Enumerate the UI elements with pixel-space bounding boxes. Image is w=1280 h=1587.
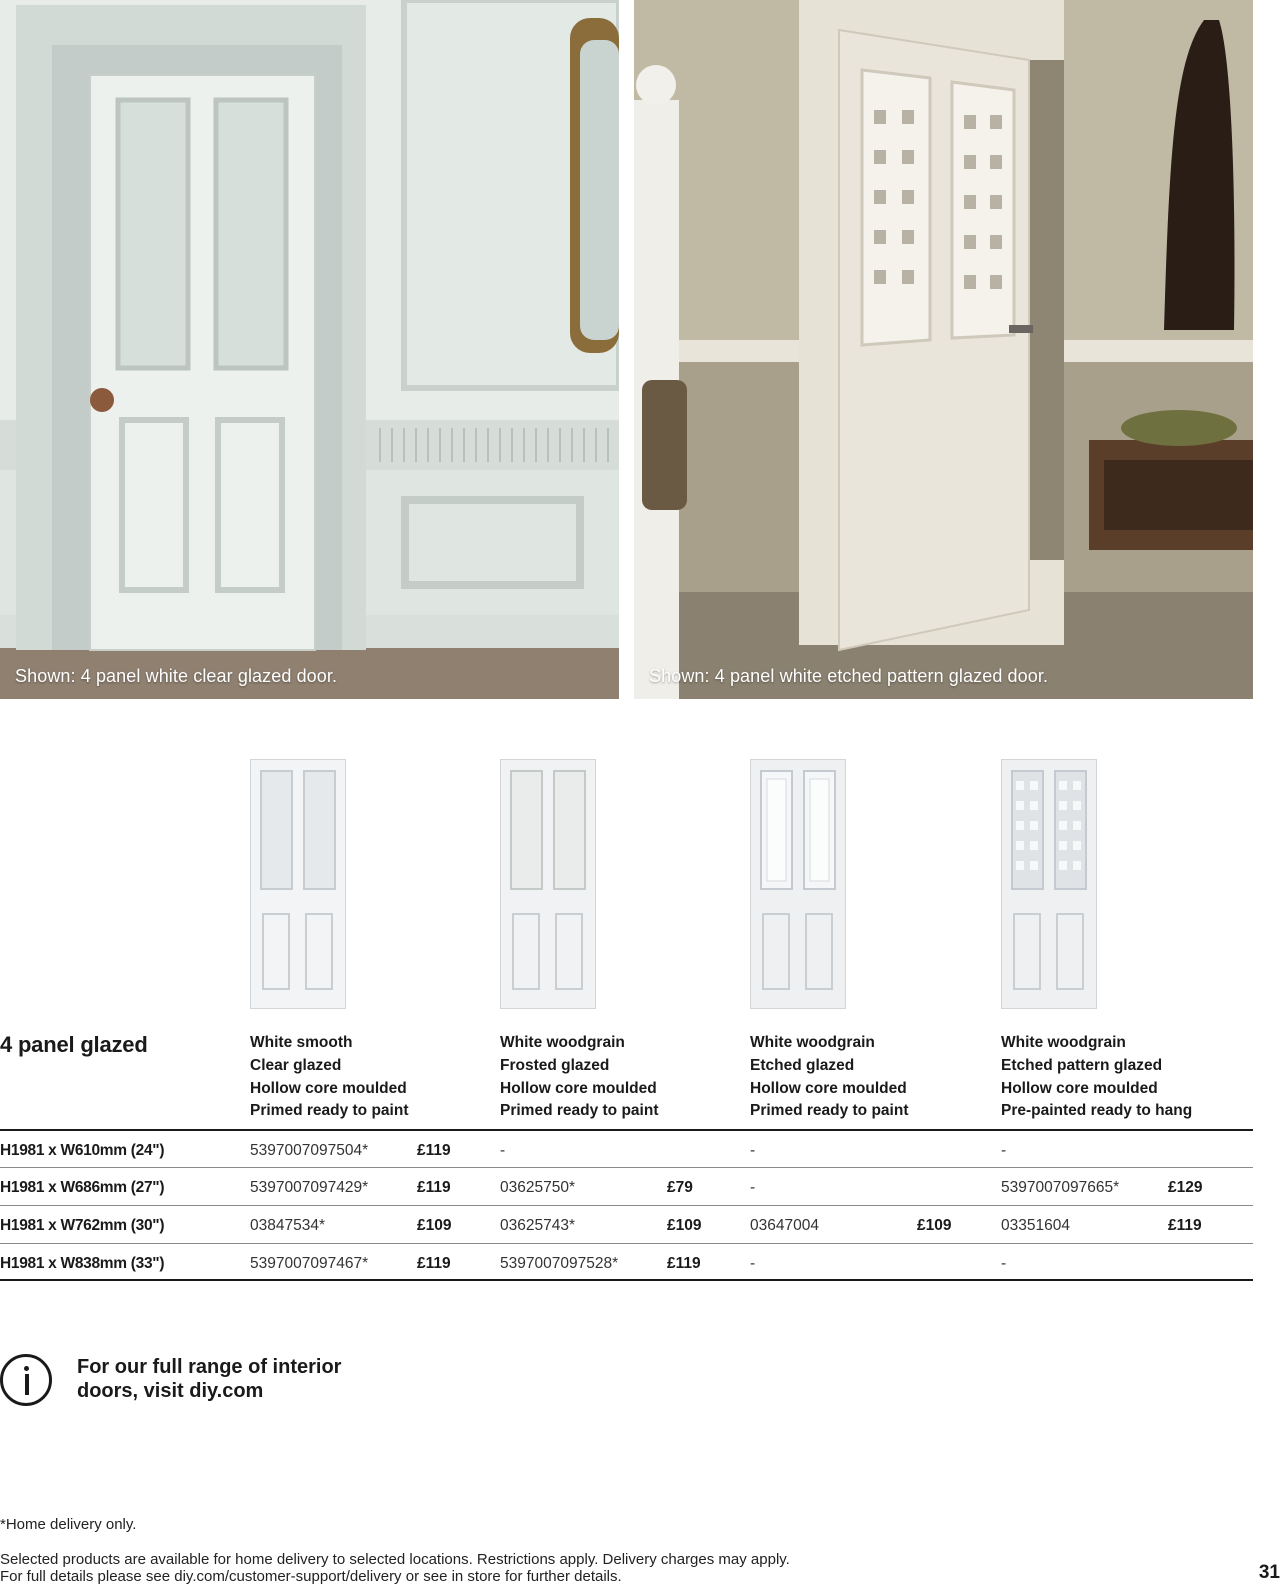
door-thumb-white-smooth-clear-glazed <box>250 759 346 1009</box>
photo-caption: Shown: 4 panel white clear glazed door. <box>15 666 338 686</box>
spec-paint: Pre-painted ready to hang <box>1001 1102 1193 1120</box>
legal-text <box>0 1551 790 1585</box>
product-spec-2 <box>500 1032 740 1123</box>
door-image <box>250 759 346 1009</box>
info-link-text[interactable]: For our full range of interior doors, visit diy.com <box>77 1356 342 1402</box>
spec-core: Hollow core moulded <box>1001 1079 1158 1097</box>
spec-core: Hollow core moulded <box>750 1079 907 1097</box>
product-code: 03847534* <box>250 1217 325 1234</box>
door-thumb-white-woodgrain-etched-glazed <box>750 759 846 1009</box>
product-code: - <box>500 1142 506 1159</box>
product-code: - <box>750 1142 756 1159</box>
price-table <box>0 1129 1253 1281</box>
clear-glazed-door-illustration <box>0 0 619 699</box>
price: £119 <box>667 1255 701 1272</box>
spec-paint: Primed ready to paint <box>750 1102 909 1120</box>
spec-core: Hollow core moulded <box>250 1079 407 1097</box>
table-row <box>0 1205 1253 1243</box>
price: £109 <box>417 1217 452 1234</box>
product-spec-1 <box>250 1032 490 1123</box>
size-cell: H1981 x W686mm (27") <box>0 1179 165 1196</box>
price: £119 <box>417 1179 451 1196</box>
product-code: 5397007097467* <box>250 1255 369 1272</box>
spec-glazing: Frosted glazed <box>500 1056 610 1074</box>
price: £129 <box>1168 1179 1203 1196</box>
product-code: 5397007097528* <box>500 1255 619 1272</box>
door-thumb-white-woodgrain-etched-pattern-glazed <box>1001 759 1097 1009</box>
footnote: *Home delivery only. <box>0 1516 137 1533</box>
product-code: - <box>750 1179 756 1196</box>
table-row <box>0 1167 1253 1205</box>
photo-caption: Shown: 4 panel white etched pattern glazed door. <box>649 666 1049 686</box>
door-image <box>750 759 846 1009</box>
info-icon <box>0 1354 52 1406</box>
spec-finish: White woodgrain <box>1001 1034 1126 1051</box>
product-code: - <box>1001 1255 1007 1272</box>
product-code: 03625743* <box>500 1217 575 1234</box>
spec-finish: White woodgrain <box>750 1034 875 1051</box>
price: £119 <box>417 1255 451 1272</box>
etched-pattern-door-illustration <box>634 0 1253 699</box>
product-code: 03647004 <box>750 1217 819 1234</box>
price: £109 <box>917 1217 952 1234</box>
product-code: - <box>750 1255 756 1272</box>
photo-etched-pattern-door <box>634 0 1253 699</box>
spec-paint: Primed ready to paint <box>250 1102 409 1120</box>
product-spec-4 <box>1001 1032 1241 1123</box>
page-number: 31 <box>1258 1562 1280 1583</box>
spec-paint: Primed ready to paint <box>500 1102 659 1120</box>
product-code: 5397007097665* <box>1001 1179 1120 1196</box>
product-code: 03351604 <box>1001 1217 1070 1234</box>
spec-glazing: Clear glazed <box>250 1056 342 1074</box>
product-code: - <box>1001 1142 1007 1159</box>
spec-glazing: Etched pattern glazed <box>1001 1056 1163 1074</box>
product-code: 03625750* <box>500 1179 575 1196</box>
door-image <box>500 759 596 1009</box>
price: £79 <box>667 1179 693 1196</box>
door-thumb-white-woodgrain-frosted-glazed <box>500 759 596 1009</box>
photo-clear-glazed-door <box>0 0 619 699</box>
range-title: 4 panel glazed <box>0 1032 148 1057</box>
size-cell: H1981 x W762mm (30") <box>0 1217 165 1234</box>
door-image <box>1001 759 1097 1009</box>
price: £109 <box>667 1217 702 1234</box>
product-spec-3 <box>750 1032 990 1123</box>
product-code: 5397007097504* <box>250 1142 369 1159</box>
price: £119 <box>417 1142 451 1159</box>
table-row <box>0 1243 1253 1281</box>
size-cell: H1981 x W610mm (24") <box>0 1142 165 1159</box>
product-code: 5397007097429* <box>250 1179 369 1196</box>
table-row <box>0 1129 1253 1167</box>
spec-finish: White woodgrain <box>500 1034 625 1051</box>
legal-line: Selected products are available for home delivery to selected locations. Restrictions apply. Delivery charges may apply. <box>0 1551 790 1568</box>
size-cell: H1981 x W838mm (33") <box>0 1255 165 1272</box>
price: £119 <box>1168 1217 1202 1234</box>
legal-line: For full details please see diy.com/customer-support/delivery or see in store for further details. <box>0 1568 622 1585</box>
spec-core: Hollow core moulded <box>500 1079 657 1097</box>
spec-glazing: Etched glazed <box>750 1056 855 1074</box>
spec-finish: White smooth <box>250 1034 353 1051</box>
